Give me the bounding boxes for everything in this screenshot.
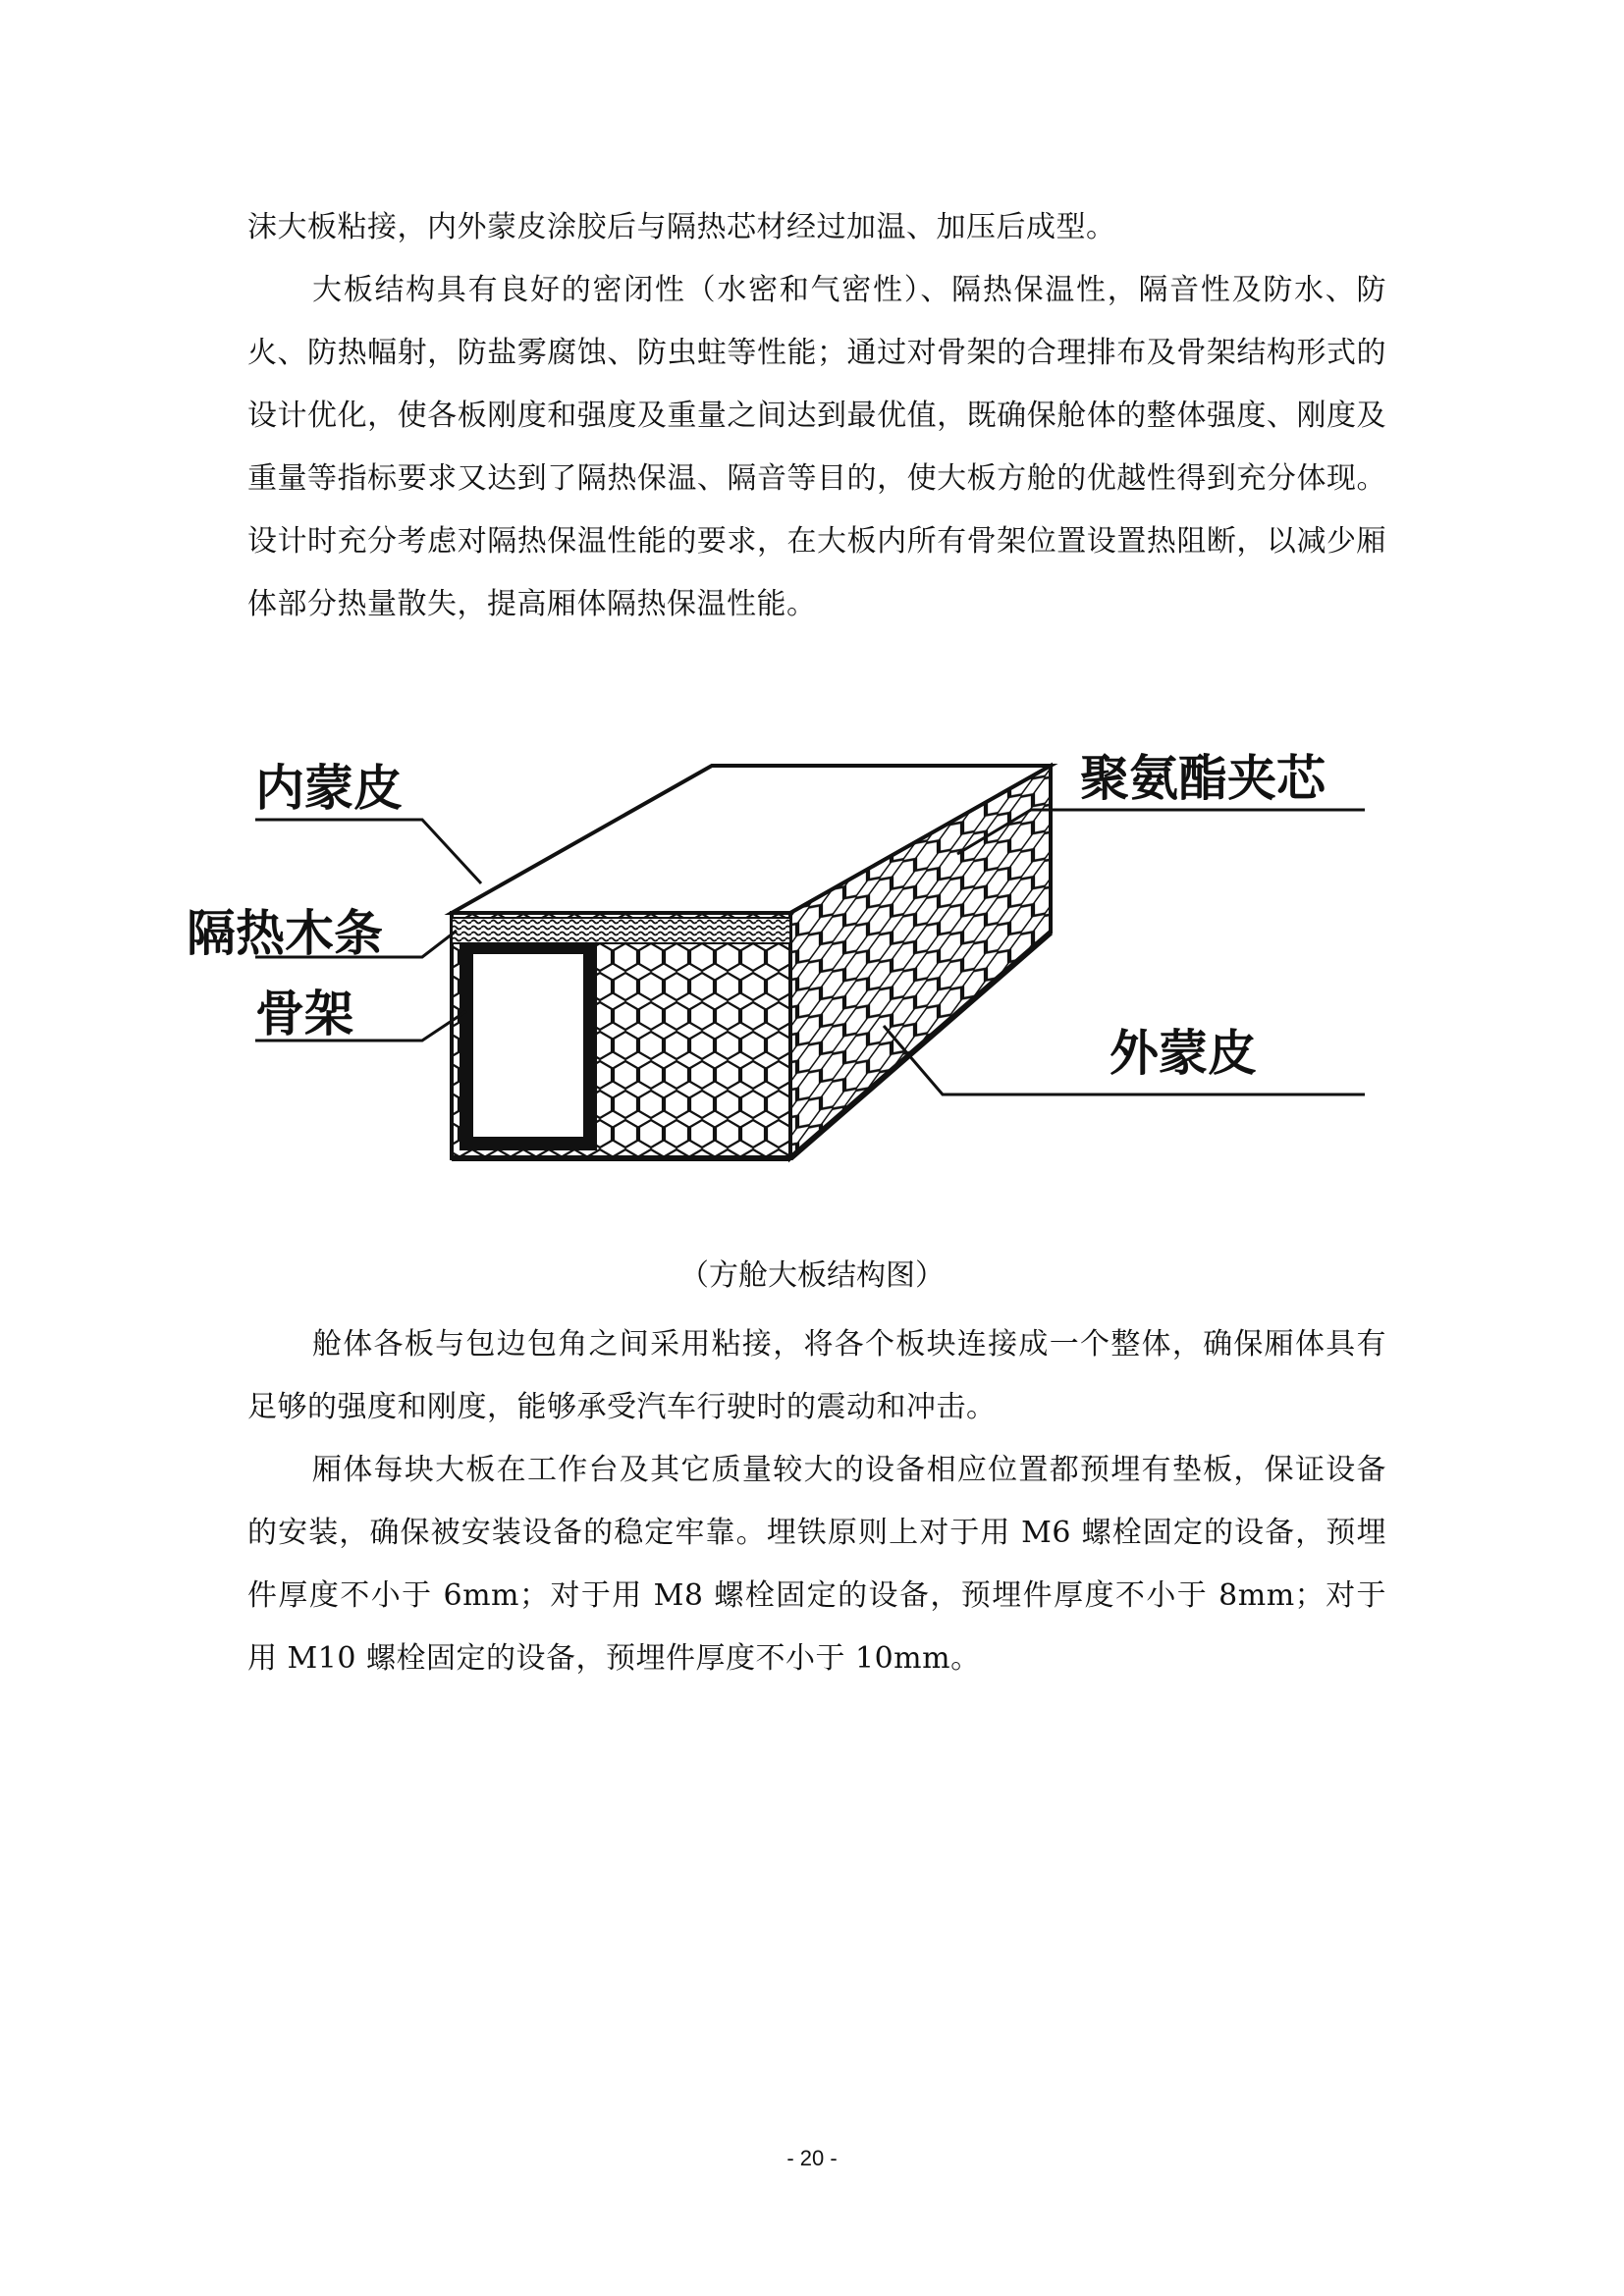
paragraph-4: 厢体每块大板在工作台及其它质量较大的设备相应位置都预埋有垫板，保证设备的安装，确保被安装设备的稳定牢靠。埋铁原则上对于用 M6 螺栓固定的设备，预埋件厚度不小于 6mm；对于用 M8 螺栓固定的设备，预埋件厚度不小于 8mm；对于用 M10 螺栓固定的设备，预埋件厚度不小于 10mm。 — [247, 1453, 1386, 1676]
top-text-block — [247, 196, 1386, 636]
paragraph-2: 大板结构具有良好的密闭性（水密和气密性）、隔热保温性，隔音性及防水、防火、防热幅射，防盐雾腐蚀、防虫蛀等性能；通过对骨架的合理排布及骨架结构形式的设计优化，使各板刚度和强度及重量之间达到最优值，既确保舱体的整体强度、刚度及重量等指标要求又达到了隔热保温、隔音等目的，使大板方舱的优越性得到充分体现。设计时充分考虑对隔热保温性能的要求，在大板内所有骨架位置设置热阻断，以减少厢体部分热量散失，提高厢体隔热保温性能。 — [247, 273, 1386, 621]
frame-inner — [473, 954, 583, 1137]
insulation-strip-band — [452, 918, 790, 943]
page-number: - 20 - — [786, 2146, 838, 2170]
paragraph-1: 沫大板粘接，内外蒙皮涂胶后与隔热芯材经过加温、加压后成型。 — [247, 210, 1116, 244]
label-inner-skin: 内蒙皮 — [255, 760, 403, 817]
label-insulation-strip: 隔热木条 — [187, 905, 383, 962]
label-outer-skin: 外蒙皮 — [1110, 1025, 1257, 1082]
panel-structure-diagram — [187, 707, 1375, 1198]
panel-structure-figure — [187, 707, 1375, 1198]
leader-inner-skin — [255, 820, 481, 883]
label-polyurethane-core: 聚氨酯夹芯 — [1080, 750, 1326, 807]
figure-caption: （方舱大板结构图） — [679, 1258, 945, 1293]
label-frame: 骨架 — [255, 986, 353, 1042]
paragraph-3: 舱体各板与包边包角之间采用粘接，将各个板块连接成一个整体，确保厢体具有足够的强度和刚度，能够承受汽车行驶时的震动和冲击。 — [247, 1327, 1386, 1424]
bottom-text-block — [247, 1313, 1386, 1690]
